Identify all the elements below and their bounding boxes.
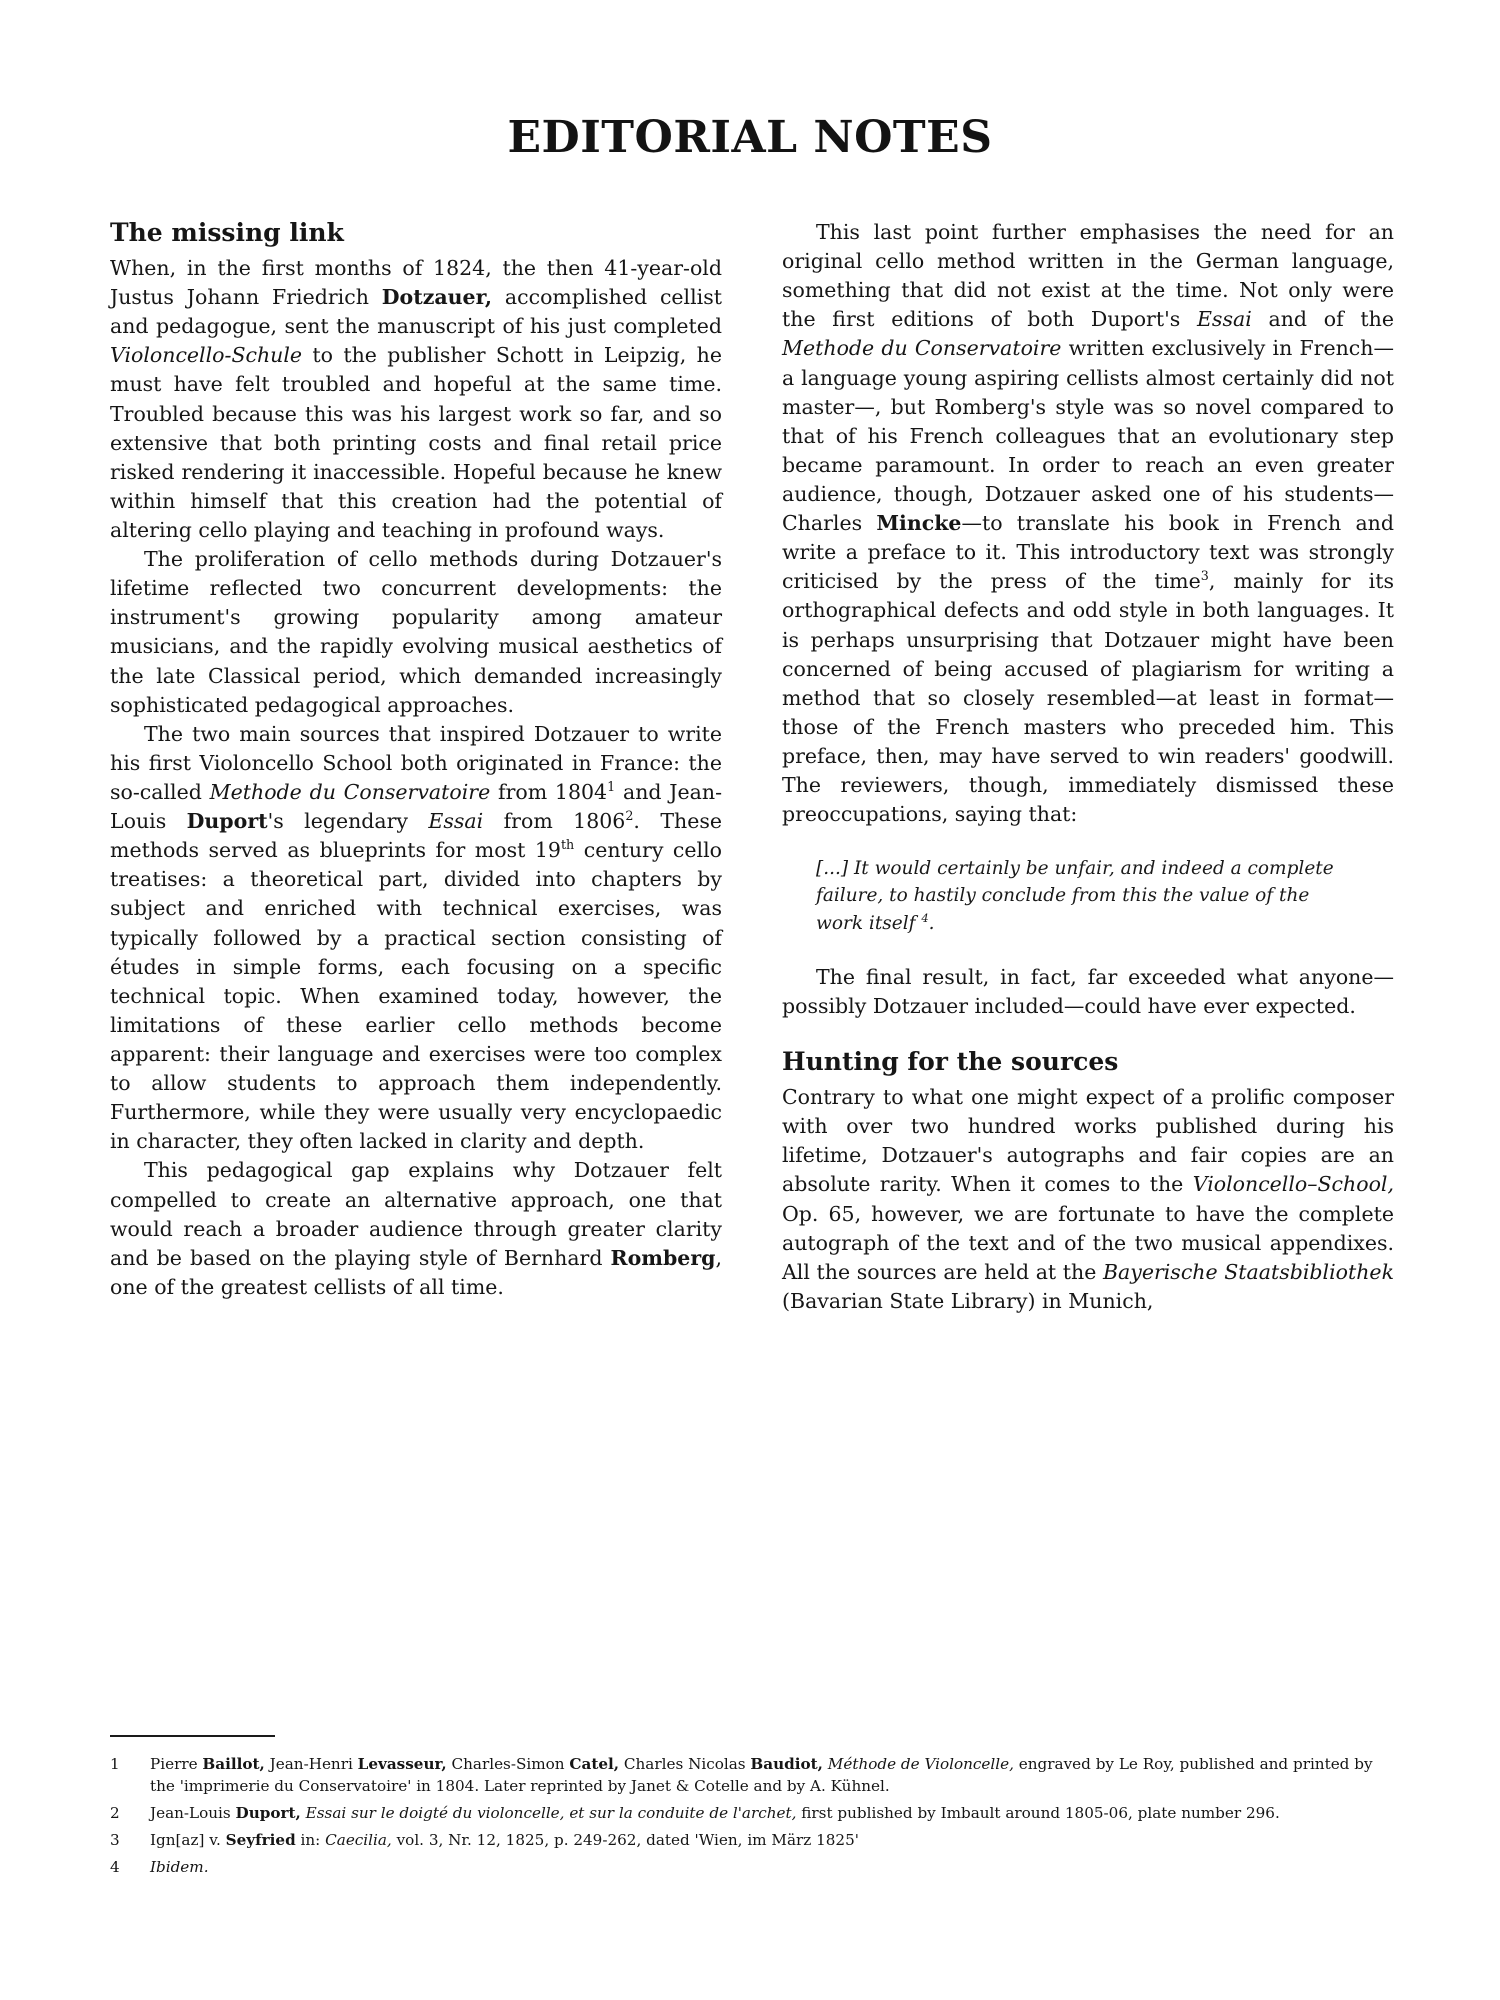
footnote-ref-3[interactable]: 3 — [1200, 568, 1209, 584]
footnote-text — [150, 1856, 1395, 1878]
footnote-number: 4 — [110, 1858, 120, 1877]
text-run-italic: Essai sur le doigté du violoncelle, et sur la conduite de l'archet, — [300, 1804, 797, 1823]
text-run: accomplished cellist and pedagogue, sent the manuscript of his just completed — [110, 285, 722, 339]
section-heading-missing-link: The missing link — [110, 218, 344, 247]
section-heading-hunting-sources: Hunting for the sources — [782, 1047, 1119, 1077]
text-run: This pedagogical gap explains why Dotzauer felt compelled to create an alternative approach, one that would reach a broader audience through greater clarity and be based on the playing style of Bernhard — [110, 1158, 722, 1270]
page-title: EDITORIAL NOTES — [507, 112, 993, 163]
text-run: from 1804 — [490, 779, 608, 804]
ordinal-suffix: th — [560, 837, 575, 853]
text-run: . — [928, 912, 935, 934]
text-run: —to translate his book in French and write a preface to it. This introductory text was strongly criticised by the press of the time — [782, 511, 1394, 594]
text-run: written exclusively in French—a language young aspiring cellists almost certainly did not master—, but Romberg's style was so novel compared to that of his French colleagues that an evolutionary step became paramount. In order to reach an even greater audience, though, Dotzauer asked one of his students—Charles — [782, 336, 1394, 536]
text-run: century cello treatises: a theoretical part, divided into chapters by subject and enriched with technical exercises, was typically followed by a practical section consisting of études in simple forms, each focusing on a specific technical topic. When examined today, however, the limitations of these earlier cello methods become apparent: their language and exercises were too complex to allow students to approach them independently. Furthermore, while they were usually very encyclopaedic in character, they often lacked in clarity and depth. — [110, 838, 722, 1154]
text-run-bold: Duport — [186, 809, 268, 834]
footnote-number: 1 — [110, 1755, 120, 1773]
text-run-bold: Duport, — [235, 1804, 301, 1823]
text-run: . These methods served as blueprints for most 19 — [110, 809, 722, 863]
left-column — [110, 218, 722, 1316]
text-run-bold: Seyfried — [225, 1831, 296, 1850]
footnote-number: 2 — [110, 1804, 120, 1823]
text-run-italic: Essai — [428, 809, 484, 834]
paragraph-right-1 — [782, 218, 1394, 829]
text-run-italic: Violoncello–School, — [1192, 1172, 1394, 1197]
text-run-bold: Baudiot, — [750, 1755, 823, 1773]
text-run: (Bavarian State Library) in Munich, — [782, 1288, 1154, 1313]
text-run-bold: Dotzauer, — [381, 285, 493, 310]
text-run: , one of the greatest cellists of all time. — [110, 1245, 722, 1299]
text-run: [...] It would certainly be unfair, and indeed a complete failure, to hastily conclude from this the value of the work itself — [816, 858, 1334, 934]
text-run: and Jean-Louis — [110, 779, 722, 834]
text-run: from 1806 — [483, 809, 626, 834]
text-run: engraved by Le Roy, published and printed by the 'imprimerie du Conservatoire' in 1804. Later reprinted by Janet & Cotelle and by A. Kühnel. — [150, 1755, 1373, 1796]
text-run-italic: Caecilia, — [325, 1831, 392, 1850]
footnote-number: 3 — [110, 1831, 120, 1850]
text-run-italic: Methode du Conservatoire — [209, 779, 491, 804]
paragraph-left-2: The proliferation of cello methods during Dotzauer's lifetime reflected two concurrent developments: the instrument's growing popularity among amateur musicians, and the rapidly evolving musical aesthetics of the late Classical period, which demanded increasingly sophisticated pedagogical approaches. — [110, 547, 722, 717]
footnote-row — [110, 1856, 1395, 1878]
footnotes-section — [110, 1735, 1395, 1883]
text-run-italic: Methode du Conservatoire — [782, 336, 1062, 361]
text-run: , mainly for its orthographical defects and odd style in both languages. It is perhaps unsurprising that Dotzauer might have been concerned of being accused of plagiarism for writing a method that so closely resembled—at least in format—those of the French masters who preceded him. This preface, then, may have served to win readers' goodwill. The reviewers, though, immediately dismissed these preoccupations, saying that: — [782, 569, 1394, 827]
footnote-text — [150, 1829, 1395, 1851]
text-run: Pierre — [150, 1755, 203, 1773]
text-run: and of the — [1251, 307, 1394, 332]
footnote-ref-4[interactable]: 4 — [921, 910, 929, 925]
right-column — [782, 218, 1394, 1316]
paragraph-left-4 — [110, 1156, 722, 1302]
text-run: Jean-Louis — [150, 1804, 236, 1823]
text-run-bold: Romberg — [610, 1245, 716, 1270]
text-run: first published by Imbault around 1805-06, plate number 296. — [796, 1804, 1280, 1823]
text-run: 's legendary — [267, 809, 429, 834]
footnote-row — [110, 1802, 1395, 1824]
footnote-ref-1[interactable]: 1 — [607, 779, 616, 795]
paragraph-left-3 — [110, 720, 722, 1157]
text-run-italic: Essai — [1196, 307, 1252, 332]
footnote-text — [150, 1753, 1395, 1797]
paragraph-right-3 — [782, 1083, 1394, 1316]
text-run-bold: Catel, — [569, 1755, 620, 1773]
footnote-list — [110, 1753, 1395, 1878]
footnote-text — [150, 1802, 1395, 1824]
text-run: Ign[az] v. — [150, 1831, 226, 1850]
text-run: Op. 65, however, we are fortunate to have the complete autograph of the text and of the two musical appendixes. All the sources are held at the — [782, 1201, 1394, 1284]
paragraph-left-1 — [110, 254, 722, 545]
text-run-bold: Levasseur, — [357, 1755, 447, 1773]
text-run: This last point further emphasises the need for an original cello method written in the German language, something that did not exist at the time. Not only were the first editions of both Duport's — [782, 220, 1394, 332]
footnote-row — [110, 1753, 1395, 1797]
text-run: The two main sources that inspired Dotzauer to write his first Violoncello School both originated in France: the so-called — [110, 721, 722, 804]
footnote-row — [110, 1829, 1395, 1851]
paragraph-right-2: The final result, in fact, far exceeded what anyone—possibly Dotzauer included—could have ever expected. — [782, 964, 1394, 1018]
text-run-bold: Baillot, — [202, 1755, 265, 1773]
text-run: to the publisher Schott in Leipzig, he must have felt troubled and hopeful at the same time. Troubled because this was his largest work so far, and so extensive that both printing costs and final retail price risked rendering it inaccessible. Hopeful because he knew within himself that this creation had the potential of altering cello playing and teaching in profound ways. — [110, 343, 722, 542]
text-run-italic: Ibidem. — [150, 1858, 209, 1877]
text-run: Contrary to what one might expect of a prolific composer with over two hundred works published during his lifetime, Dotzauer's autographs and fair copies are an absolute rarity. When it comes to the — [782, 1085, 1394, 1197]
text-run-italic: Méthode de Violoncelle, — [822, 1755, 1014, 1773]
text-run-bold: Mincke — [876, 511, 962, 536]
text-run: in: — [295, 1831, 326, 1850]
text-run-italic: Bayerische Staatsbibliothek — [1102, 1259, 1394, 1284]
blockquote — [816, 855, 1356, 937]
footnote-separator-rule — [110, 1735, 275, 1737]
footnote-ref-2[interactable]: 2 — [625, 808, 634, 824]
text-run: vol. 3, Nr. 12, 1825, p. 249-262, dated 'Wien, im März 1825' — [391, 1831, 859, 1850]
text-run: Charles Nicolas — [619, 1755, 751, 1773]
two-column-body — [110, 218, 1395, 1316]
text-run: Charles-Simon — [446, 1755, 570, 1773]
text-run: When, in the first months of 1824, the then 41-year-old Justus Johann Friedrich — [110, 256, 722, 310]
text-run: Jean-Henri — [264, 1755, 358, 1773]
text-run-italic: Violoncello-Schule — [110, 343, 303, 368]
